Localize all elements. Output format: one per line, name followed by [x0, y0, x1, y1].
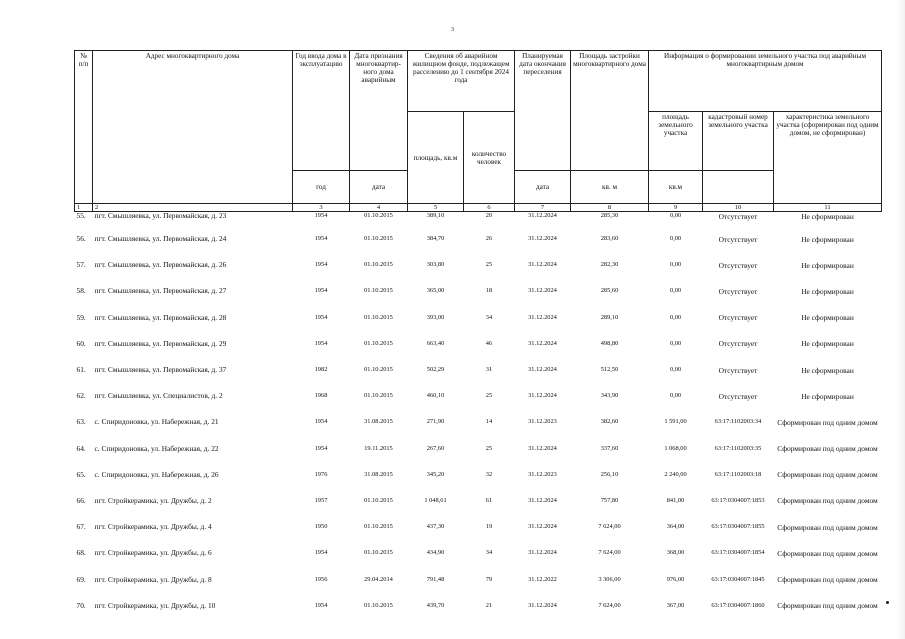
table-row	[75, 383, 882, 409]
row-number: 57.	[76, 260, 86, 270]
page-number: 3	[451, 27, 454, 33]
row-area: 502,29	[426, 366, 445, 374]
row-emergency-date: 01.10.2015	[364, 287, 393, 295]
header-land-info: Информация о формировании земельного участка под аварийным многоквартирным домом	[649, 51, 882, 112]
row-area: 1 048,61	[424, 496, 447, 504]
header-area-sub: площадь, кв.м	[408, 112, 464, 204]
row-status: Не сформирован	[801, 286, 854, 296]
table-row	[75, 566, 882, 592]
emergency-housing-table	[74, 50, 882, 619]
row-people: 25	[485, 444, 493, 452]
row-people: 31	[485, 366, 493, 374]
row-planned-date: 31.12.2024	[528, 339, 557, 347]
row-area: 389,10	[426, 212, 445, 219]
row-year: 1954	[314, 261, 328, 269]
row-planned-date: 31.12.2024	[528, 235, 557, 243]
row-planned-date: 31.12.2024	[528, 313, 557, 321]
row-build-area: 757,80	[600, 496, 619, 504]
row-address: с. Спиридоновка, ул. Набережная, д. 26	[94, 469, 219, 479]
row-status: Сформирован под одним домом	[777, 444, 878, 454]
row-address: пгт. Стройкерамика, ул. Дружбы, д. 8	[94, 574, 212, 584]
row-area: 384,70	[426, 235, 445, 243]
row-cadastral: Отсутствует	[718, 286, 758, 296]
row-cadastral: 63:17:0304007:1845	[711, 575, 765, 583]
column-number: 5	[408, 204, 464, 212]
row-emergency-date: 01.10.2015	[364, 235, 393, 243]
row-cadastral: 63:17:1102003:34	[714, 418, 762, 426]
row-cadastral: 63:17:0304007:1854	[711, 549, 765, 557]
row-land-area: 0,00	[669, 392, 682, 400]
row-status: Не сформирован	[801, 365, 854, 375]
row-area: 267,60	[426, 444, 445, 452]
row-number: 64.	[76, 443, 86, 453]
row-build-area: 7 624,00	[598, 523, 621, 531]
row-number: 68.	[76, 548, 86, 558]
column-number: 9	[649, 204, 703, 212]
row-year: 1954	[314, 313, 328, 321]
row-emergency-date: 01.10.2015	[364, 549, 393, 557]
row-people: 14	[485, 418, 493, 426]
row-build-area: 337,60	[600, 444, 619, 452]
row-year: 1954	[314, 235, 328, 243]
row-planned-date: 31.12.2024	[528, 549, 557, 557]
row-status: Сформирован под одним домом	[777, 470, 878, 480]
row-build-area: 382,60	[600, 418, 619, 426]
row-number: 65.	[76, 469, 86, 479]
row-people: 79	[485, 575, 493, 583]
row-people: 34	[485, 549, 493, 557]
row-emergency-date: 01.10.2015	[364, 339, 393, 347]
row-planned-date: 31.12.2024	[528, 366, 557, 374]
row-number: 55.	[76, 211, 86, 220]
row-cadastral: 63:17:0304007:1855	[711, 523, 765, 531]
row-area: 271,90	[426, 418, 445, 426]
column-numbers-row	[75, 204, 882, 212]
row-land-area: 0,00	[669, 366, 682, 374]
row-status: Не сформирован	[801, 313, 854, 323]
row-build-area: 7 624,00	[598, 549, 621, 557]
ink-dot	[886, 601, 889, 604]
row-people: 26	[485, 235, 493, 243]
row-build-area: 512,50	[600, 366, 619, 374]
row-status: Не сформирован	[801, 234, 854, 244]
unit-date: дата	[350, 171, 408, 204]
row-status: Сформирован под одним домом	[777, 417, 878, 427]
header-land-char: характеристика земельного участка (сформирован под одним домом, не сформирован)	[774, 112, 882, 204]
row-emergency-date: 19.11.2015	[364, 444, 393, 452]
row-year: 1976	[314, 470, 328, 478]
row-address: пгт. Стройкерамика, ул. Дружбы, д. 10	[94, 600, 216, 610]
row-land-area: 2 240,00	[664, 470, 687, 478]
row-area: 303,80	[426, 261, 445, 269]
table-row	[75, 278, 882, 304]
row-cadastral: 63:17:1102003:35	[714, 444, 762, 452]
row-address: пгт. Смышляевка, ул. Первомайская, д. 28	[94, 312, 227, 322]
row-people: 18	[485, 287, 493, 295]
row-planned-date: 31.12.2024	[528, 523, 557, 531]
row-emergency-date: 01.10.2015	[364, 313, 393, 321]
row-build-area: 498,80	[600, 339, 619, 347]
row-cadastral: 63:17:0304007:1860	[711, 601, 765, 609]
row-planned-date: 31.12.2022	[528, 575, 557, 583]
row-area: 663,40	[426, 339, 445, 347]
row-build-area: 289,10	[600, 313, 619, 321]
table-row	[75, 226, 882, 252]
row-land-area: 0,00	[669, 212, 682, 219]
unit-sqm: кв. м	[571, 171, 649, 204]
row-status: Сформирован под одним домом	[777, 601, 878, 611]
row-cadastral: Отсутствует	[718, 365, 758, 375]
header-commission-year: Год ввода дома в эксплуатацию	[293, 51, 350, 171]
row-area: 437,30	[426, 523, 445, 531]
row-build-area: 3 306,00	[598, 575, 621, 583]
header-build-area: Площадь застройки многоквартирного дома	[571, 51, 649, 171]
header-people-sub: количество человек	[464, 112, 515, 204]
column-number: 6	[464, 204, 515, 212]
row-year: 1982	[314, 366, 328, 374]
column-number: 3	[293, 204, 350, 212]
row-emergency-date: 01.10.2015	[364, 261, 393, 269]
row-emergency-date: 29.04.2014	[364, 575, 393, 583]
row-number: 59.	[76, 312, 86, 322]
row-planned-date: 31.12.2023	[528, 470, 557, 478]
unit-date-planned: дата	[515, 171, 571, 204]
row-cadastral: Отсутствует	[718, 260, 758, 270]
table-row	[75, 540, 882, 566]
row-planned-date: 31.12.2023	[528, 418, 557, 426]
row-planned-date: 31.12.2024	[528, 287, 557, 295]
row-number: 60.	[76, 338, 86, 348]
row-address: пгт. Смышляевка, ул. Первомайская, д. 23	[94, 211, 227, 220]
row-area: 791,48	[426, 575, 445, 583]
row-area: 393,00	[426, 313, 445, 321]
row-address: пгт. Стройкерамика, ул. Дружбы, д. 6	[94, 548, 212, 558]
row-year: 1954	[314, 444, 328, 452]
row-year: 1954	[314, 339, 328, 347]
row-status: Сформирован под одним домом	[777, 575, 878, 585]
row-status: Не сформирован	[801, 260, 854, 270]
header-row	[75, 51, 882, 112]
row-status: Не сформирован	[801, 391, 854, 401]
row-number: 58.	[76, 286, 86, 296]
row-number: 70.	[76, 600, 86, 610]
row-year: 1968	[314, 392, 328, 400]
row-status: Сформирован под одним домом	[777, 548, 878, 558]
row-number: 56.	[76, 234, 86, 244]
table-row	[75, 357, 882, 383]
column-number: 11	[774, 204, 882, 212]
row-planned-date: 31.12.2024	[528, 212, 557, 219]
row-land-area: 0,00	[669, 313, 682, 321]
row-land-area: 976,00	[666, 575, 685, 583]
row-area: 345,20	[426, 470, 445, 478]
unit-year: год	[293, 171, 350, 204]
header-emergency-date: Дата признания многоквартир-ного дома аварийным	[350, 51, 408, 171]
row-address: пгт. Смышляевка, ул. Первомайская, д. 37	[94, 365, 227, 375]
row-build-area: 7 624,00	[598, 601, 621, 609]
row-year: 1954	[314, 212, 328, 219]
row-people: 34	[485, 313, 493, 321]
row-people: 19	[485, 523, 493, 531]
row-cadastral: Отсутствует	[718, 391, 758, 401]
row-planned-date: 31.12.2024	[528, 444, 557, 452]
row-people: 61	[485, 496, 493, 504]
row-number: 67.	[76, 522, 86, 532]
row-people: 21	[485, 601, 493, 609]
row-land-area: 841,00	[666, 496, 685, 504]
row-build-area: 282,30	[600, 261, 619, 269]
row-cadastral: Отсутствует	[718, 212, 758, 221]
table-body	[75, 212, 882, 619]
header-land-area: площадь земельного участка	[649, 112, 703, 171]
column-number: 1	[75, 204, 93, 212]
unit-cadastral-blank	[703, 171, 774, 204]
row-land-area: 367,00	[666, 601, 685, 609]
row-address: пгт. Стройкерамика, ул. Дружбы, д. 2	[94, 495, 212, 505]
table-row	[75, 436, 882, 462]
table-row	[75, 593, 882, 619]
table-row	[75, 514, 882, 540]
row-area: 365,00	[426, 287, 445, 295]
header-emergency-fund: Сведения об аварийном жилищном фонде, подлежащем расселению до 1 сентября 2024 года	[408, 51, 515, 112]
row-area: 439,70	[426, 601, 445, 609]
row-status: Не сформирован	[801, 212, 854, 221]
row-address: с. Спиридоновка, ул. Набережная, д. 22	[94, 443, 219, 453]
row-year: 1954	[314, 287, 328, 295]
row-people: 25	[485, 261, 493, 269]
column-number: 4	[350, 204, 408, 212]
row-address: пгт. Смышляевка, ул. Специалистов, д. 2	[94, 391, 223, 401]
row-number: 63.	[76, 417, 86, 427]
row-address: с. Спиридоновка, ул. Набережная, д. 21	[94, 417, 219, 427]
row-land-area: 1 591,00	[664, 418, 687, 426]
row-address: пгт. Смышляевка, ул. Первомайская, д. 29	[94, 338, 227, 348]
row-address: пгт. Смышляевка, ул. Первомайская, д. 26	[94, 260, 227, 270]
row-cadastral: Отсутствует	[718, 234, 758, 244]
row-number: 61.	[76, 365, 86, 375]
column-number: 2	[93, 204, 293, 212]
row-build-area: 285,60	[600, 287, 619, 295]
table-row	[75, 212, 882, 227]
table-row	[75, 488, 882, 514]
row-status: Сформирован под одним домом	[777, 522, 878, 532]
header-no: № п/п	[75, 51, 93, 204]
row-planned-date: 31.12.2024	[528, 392, 557, 400]
row-emergency-date: 01.10.2015	[364, 366, 393, 374]
row-land-area: 0,00	[669, 287, 682, 295]
row-year: 1956	[314, 575, 328, 583]
row-cadastral: 63:17:1102003:18	[714, 470, 762, 478]
row-land-area: 368,00	[666, 549, 685, 557]
row-address: пгт. Стройкерамика, ул. Дружбы, д. 4	[94, 522, 212, 532]
row-emergency-date: 01.10.2015	[364, 601, 393, 609]
table-row	[75, 462, 882, 488]
row-build-area: 256,10	[600, 470, 619, 478]
row-emergency-date: 31.08.2015	[364, 470, 393, 478]
column-number: 8	[571, 204, 649, 212]
table-row	[75, 331, 882, 357]
table-row	[75, 409, 882, 435]
table-row	[75, 252, 882, 278]
row-year: 1954	[314, 418, 328, 426]
row-emergency-date: 01.10.2015	[364, 392, 393, 400]
row-build-area: 283,60	[600, 235, 619, 243]
row-build-area: 343,90	[600, 392, 619, 400]
row-year: 1957	[314, 496, 328, 504]
row-planned-date: 31.12.2024	[528, 261, 557, 269]
row-cadastral: Отсутствует	[718, 339, 758, 349]
row-year: 1954	[314, 601, 328, 609]
row-people: 25	[485, 392, 493, 400]
row-emergency-date: 01.10.2015	[364, 496, 393, 504]
row-address: пгт. Смышляевка, ул. Первомайская, д. 27	[94, 286, 227, 296]
row-year: 1950	[314, 523, 328, 531]
row-land-area: 364,00	[666, 523, 685, 531]
row-people: 32	[485, 470, 493, 478]
row-people: 20	[485, 212, 493, 219]
row-emergency-date: 31.08.2015	[364, 418, 393, 426]
header-cadastral: кадастровый номер земельного участка	[703, 112, 774, 171]
header-planned-date: Планируемая дата окончания переселения	[515, 51, 571, 171]
row-emergency-date: 01.10.2015	[364, 212, 393, 219]
row-emergency-date: 01.10.2015	[364, 523, 393, 531]
row-address: пгт. Смышляевка, ул. Первомайская, д. 24	[94, 234, 227, 244]
row-land-area: 0,00	[669, 261, 682, 269]
row-people: 46	[485, 339, 493, 347]
table-row	[75, 305, 882, 331]
row-number: 62.	[76, 391, 86, 401]
row-build-area: 285,30	[600, 212, 619, 219]
row-cadastral: Отсутствует	[718, 313, 758, 323]
row-land-area: 1 068,00	[664, 444, 687, 452]
row-year: 1954	[314, 549, 328, 557]
row-number: 66.	[76, 495, 86, 505]
row-planned-date: 31.12.2024	[528, 601, 557, 609]
column-number: 10	[703, 204, 774, 212]
row-planned-date: 31.12.2024	[528, 496, 557, 504]
row-cadastral: 63:17:0304007:1853	[711, 496, 765, 504]
unit-sqm-land: кв.м	[649, 171, 703, 204]
row-status: Сформирован под одним домом	[777, 496, 878, 506]
row-status: Не сформирован	[801, 339, 854, 349]
header-address: Адрес многоквартирного дома	[93, 51, 293, 204]
page-edge	[897, 0, 905, 639]
row-number: 69.	[76, 574, 86, 584]
row-area: 434,90	[426, 549, 445, 557]
row-area: 460,10	[426, 392, 445, 400]
column-number: 7	[515, 204, 571, 212]
row-land-area: 0,00	[669, 235, 682, 243]
row-land-area: 0,00	[669, 339, 682, 347]
